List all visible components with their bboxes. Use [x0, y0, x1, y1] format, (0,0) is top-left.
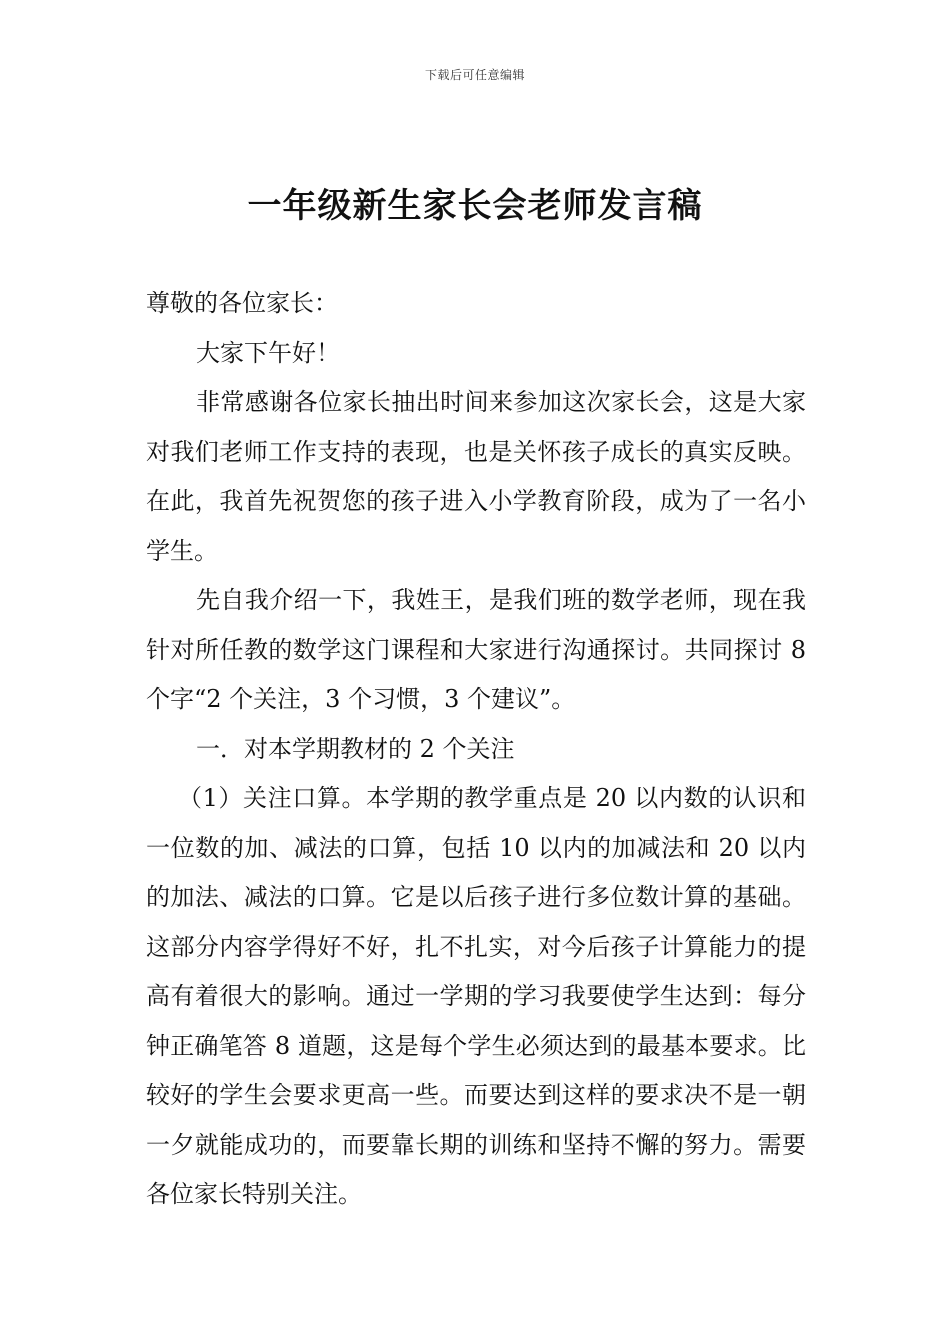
document-title: 一年级新生家长会老师发言稿	[247, 186, 703, 226]
header-note: 下载后可任意编辑	[424, 68, 525, 82]
document-body	[146, 279, 806, 1220]
paragraph-thanks: 非常感谢各位家长抽出时间来参加这次家长会，这是大家对我们老师工作支持的表现，也是关怀孩子成长的真实反映。在此，我首先祝贺您的孩子进入小学教育阶段，成为了一名小学生。	[146, 388, 806, 565]
salutation: 尊敬的各位家长：	[146, 289, 338, 317]
greeting: 大家下午好！	[196, 338, 340, 367]
paragraph-oral-calculation: （1）关注口算。本学期的教学重点是 20 以内数的认识和一位数的加、减法的口算，包括 10 以内的加减法和 20 以内的加法、减法的口算。它是以后孩子进行多位数计算的基础。这部分内容学得好不好，扎不扎实，对今后孩子计算能力的提高有着很大的影响。通过一学期的学习我要使学生达到：每分钟正确笔答 8 道题，这是每个学生必须达到的最基本要求。比较好的学生会要求更高一些。而要达到这样的要求决不是一朝一夕就能成功的，而要靠长期的训练和坚持不懈的努力。需要各位家长特别关注。	[146, 784, 806, 1208]
section-heading: 一．对本学期教材的 2 个关注	[196, 734, 515, 763]
paragraph-introduction: 先自我介绍一下，我姓王，是我们班的数学老师，现在我针对所任教的数学这门课程和大家进行沟通探讨。共同探讨 8 个字“2 个关注，3 个习惯，3 个建议”。	[146, 586, 806, 713]
